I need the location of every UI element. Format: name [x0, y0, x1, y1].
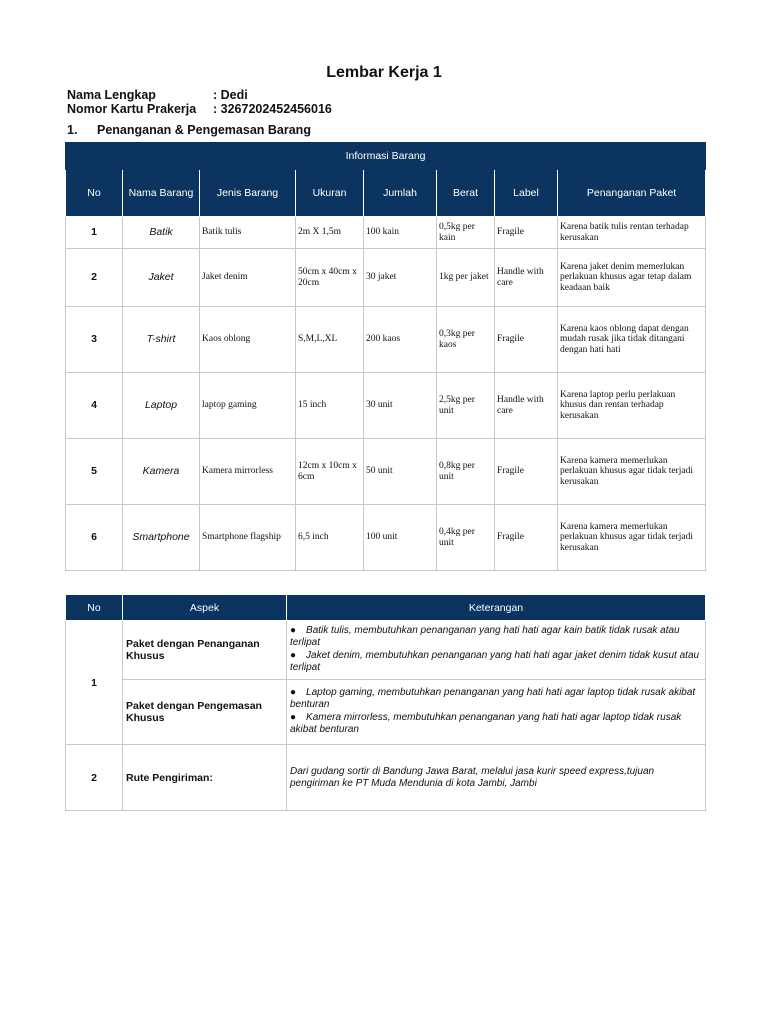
item-quantity: 200 kaos	[364, 307, 437, 373]
bullet-item	[290, 687, 702, 711]
table-row	[66, 249, 706, 307]
column-header: No	[66, 595, 123, 621]
item-quantity: 100 unit	[364, 505, 437, 571]
item-label: Fragile	[495, 307, 558, 373]
participant-info	[67, 88, 332, 116]
item-label: Fragile	[495, 217, 558, 249]
item-name: T-shirt	[123, 307, 200, 373]
row-number: 5	[66, 439, 123, 505]
item-label: Handle with care	[495, 249, 558, 307]
item-name: Jaket	[123, 249, 200, 307]
item-weight: 2,5kg per unit	[437, 373, 495, 439]
bullet-icon: ●	[290, 625, 297, 636]
item-size: S,M,L,XL	[296, 307, 364, 373]
item-type: Jaket denim	[200, 249, 296, 307]
bullet-icon: ●	[290, 687, 297, 698]
bullet-text: Kamera mirrorless, membutuhkan penanganan yang hati hati agar laptop tidak rusak akibat benturan	[290, 712, 682, 735]
bullet-icon: ●	[290, 712, 297, 723]
item-weight: 1kg per jaket	[437, 249, 495, 307]
item-info-table	[65, 142, 706, 571]
item-type: Kaos oblong	[200, 307, 296, 373]
meta-value: : 3267202452456016	[213, 102, 332, 116]
section-label: Penanganan & Pengemasan Barang	[97, 123, 311, 137]
row-number: 3	[66, 307, 123, 373]
item-label: Handle with care	[495, 373, 558, 439]
section-number: 1.	[67, 123, 78, 137]
aspect-label: Paket dengan Penanganan Khusus	[123, 621, 287, 680]
handling-note: Karena batik tulis rentan terhadap kerusakan	[558, 217, 706, 249]
item-name: Laptop	[123, 373, 200, 439]
aspect-description: Dari gudang sortir di Bandung Jawa Barat, melalui jasa kurir speed express,tujuan pengiriman ke PT Muda Mendunia di kota Jambi, Jambi	[287, 745, 706, 811]
item-type: Smartphone flagship	[200, 505, 296, 571]
row-number: 1	[66, 621, 123, 745]
table-row	[66, 745, 706, 811]
meta-label: Nama Lengkap	[67, 88, 156, 102]
page-title: Lembar Kerja 1	[326, 64, 442, 81]
item-name: Batik	[123, 217, 200, 249]
meta-row-name	[67, 88, 332, 102]
item-weight: 0,4kg per unit	[437, 505, 495, 571]
aspect-label: Paket dengan Pengemasan Khusus	[123, 680, 287, 745]
table-row	[66, 621, 706, 680]
column-header: Ukuran	[296, 170, 364, 217]
handling-note: Karena kamera memerlukan perlakuan khusus agar tidak terjadi kerusakan	[558, 439, 706, 505]
item-name: Kamera	[123, 439, 200, 505]
row-number: 4	[66, 373, 123, 439]
handling-note: Karena laptop perlu perlakuan khusus dan rentan terhadap kerusakan	[558, 373, 706, 439]
row-number: 1	[66, 217, 123, 249]
column-header: Aspek	[123, 595, 287, 621]
item-quantity: 50 unit	[364, 439, 437, 505]
column-header: Penanganan Paket	[558, 170, 706, 217]
item-weight: 0,3kg per kaos	[437, 307, 495, 373]
column-header: Jumlah	[364, 170, 437, 217]
table-row	[66, 680, 706, 745]
aspect-label: Rute Pengiriman:	[123, 745, 287, 811]
item-label: Fragile	[495, 505, 558, 571]
item-weight: 0,8kg per unit	[437, 439, 495, 505]
item-quantity: 100 kain	[364, 217, 437, 249]
item-weight: 0,5kg per kain	[437, 217, 495, 249]
bullet-item	[290, 625, 702, 649]
bullet-text: Jaket denim, membutuhkan penanganan yang hati hati agar jaket denim tidak kusut atau terlipat	[290, 650, 700, 673]
item-size: 50cm x 40cm x 20cm	[296, 249, 364, 307]
table-row	[66, 307, 706, 373]
item-info-body	[66, 217, 706, 571]
section-heading	[67, 123, 311, 137]
row-number: 6	[66, 505, 123, 571]
item-size: 6,5 inch	[296, 505, 364, 571]
aspect-description	[287, 621, 706, 680]
table-row	[66, 439, 706, 505]
handling-note: Karena jaket denim memerlukan perlakuan khusus agar tetap dalam keadaan baik	[558, 249, 706, 307]
bullet-text: Laptop gaming, membutuhkan penanganan yang hati hati agar laptop tidak rusak akibat benturan	[290, 687, 696, 710]
column-header: No	[66, 170, 123, 217]
column-header: Nama Barang	[123, 170, 200, 217]
item-type: Batik tulis	[200, 217, 296, 249]
item-size: 2m X 1,5m	[296, 217, 364, 249]
handling-note: Karena kaos oblong dapat dengan mudah rusak jika tidak ditangani dengan hati hati	[558, 307, 706, 373]
item-quantity: 30 unit	[364, 373, 437, 439]
column-header: Keterangan	[287, 595, 706, 621]
item-type: Kamera mirrorless	[200, 439, 296, 505]
item-label: Fragile	[495, 439, 558, 505]
item-size: 15 inch	[296, 373, 364, 439]
table-row	[66, 505, 706, 571]
column-header: Berat	[437, 170, 495, 217]
aspect-description	[287, 680, 706, 745]
bullet-icon: ●	[290, 650, 297, 661]
row-number: 2	[66, 249, 123, 307]
item-name: Smartphone	[123, 505, 200, 571]
aspect-table	[65, 594, 706, 811]
item-quantity: 30 jaket	[364, 249, 437, 307]
meta-label: Nomor Kartu Prakerja	[67, 102, 197, 116]
meta-row-card-number	[67, 102, 332, 116]
table-row	[66, 373, 706, 439]
bullet-item	[290, 650, 702, 674]
item-size: 12cm x 10cm x 6cm	[296, 439, 364, 505]
item-type: laptop gaming	[200, 373, 296, 439]
meta-value: : Dedi	[213, 88, 248, 102]
table-caption: Informasi Barang	[66, 143, 706, 170]
handling-note: Karena kamera memerlukan perlakuan khusus agar tidak terjadi kerusakan	[558, 505, 706, 571]
column-header: Label	[495, 170, 558, 217]
row-number: 2	[66, 745, 123, 811]
column-header: Jenis Barang	[200, 170, 296, 217]
bullet-item	[290, 712, 702, 736]
bullet-text: Batik tulis, membutuhkan penanganan yang hati hati agar kain batik tidak rusak atau terlipat	[290, 625, 680, 648]
table-row	[66, 217, 706, 249]
